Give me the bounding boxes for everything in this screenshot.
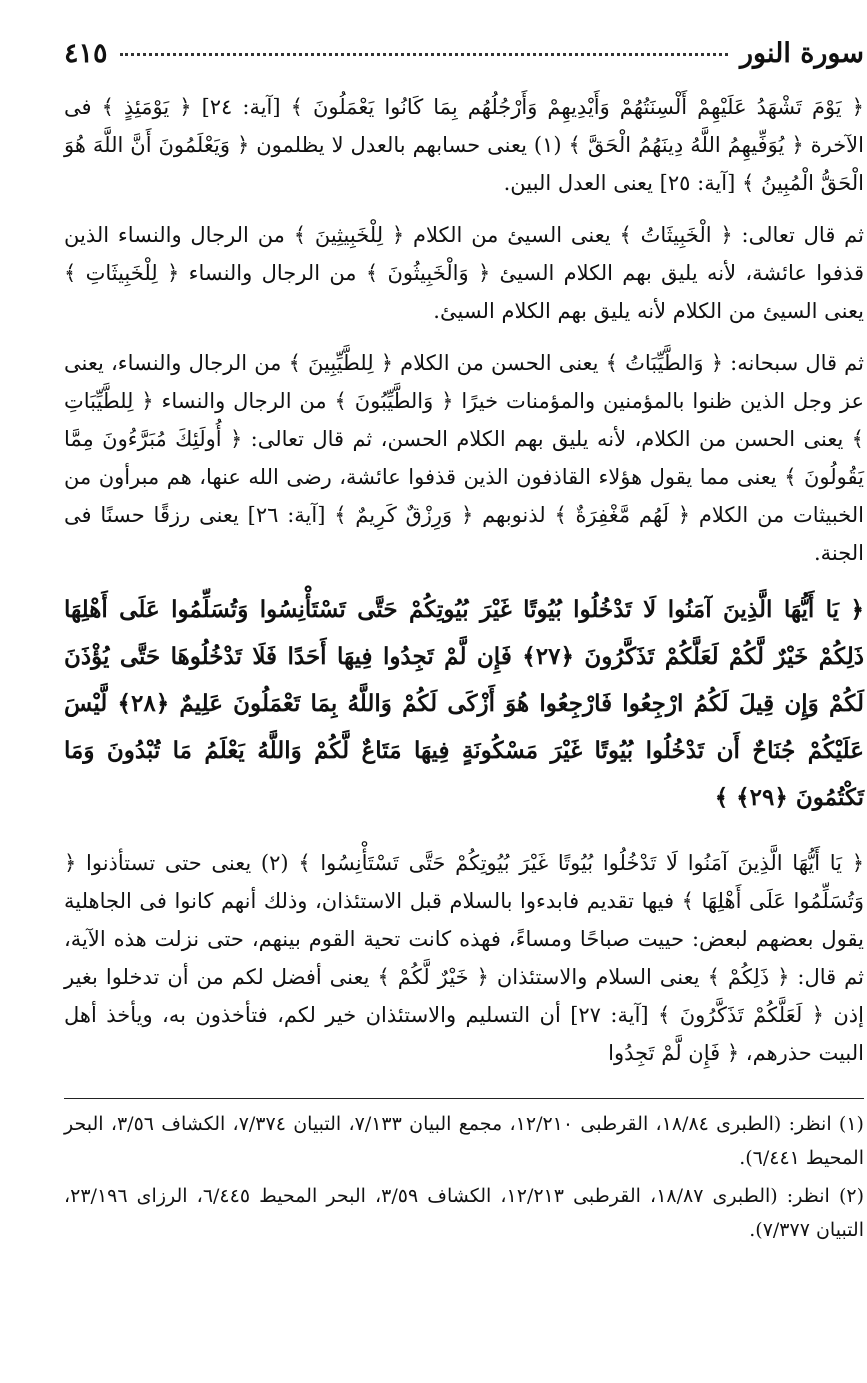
commentary-paragraph-1: ﴿ يَوْمَ تَشْهَدُ عَلَيْهِمْ أَلْسِنَتُهُمْ وَأَيْدِيهِمْ وَأَرْجُلُهُم بِمَا كَانُوا يَعْمَلُونَ ﴾ [آية: ٢٤] ﴿ يَوْمَئِذٍ ﴾ فى الآخرة ﴿ يُوَفِّيهِمُ اللَّهُ دِينَهُمُ الْحَقَّ ﴾ (١) يعنى حسابهم بالعدل لا يظلمون ﴿ وَيَعْلَمُونَ أَنَّ اللَّهَ هُوَ الْحَقُّ الْمُبِينُ ﴾ [آية: ٢٥] يعنى العدل البين. — [64, 95, 864, 195]
header-dotted-leader — [120, 52, 728, 56]
document-page — [64, 38, 864, 1247]
surah-title: سورة النور — [739, 38, 864, 69]
page-header — [64, 38, 864, 78]
commentary-paragraph-4: ﴿ يَا أَيُّهَا الَّذِينَ آمَنُوا لَا تَدْخُلُوا بُيُوتًا غَيْرَ بُيُوتِكُمْ حَتَّى تَسْتَأْنِسُوا ﴾ (٢) يعنى حتى تستأذنوا ﴿ وَتُسَلِّمُوا عَلَى أَهْلِهَا ﴾ فيها تقديم فابدءوا بالسلام قبل الاستئذان، وذلك أنهم كانوا فى الجاهلية يقول بعضهم لبعض: حييت صباحًا ومساءً، فهذه كانت تحية القوم بينهم، حتى نزلت هذه الآية، ثم قال: ﴿ ذَلِكُمْ ﴾ يعنى السلام والاستئذان ﴿ خَيْرٌ لَّكُمْ ﴾ يعنى أفضل لكم من أن تدخلوا بغير إذن ﴿ لَعَلَّكُمْ تَذَكَّرُونَ ﴾ [آية: ٢٧] أن التسليم والاستئذان خير لكم، فتأخذون به، ويأخذ أهل البيت حذرهم، ﴿ فَإِن لَّمْ تَجِدُوا — [64, 851, 865, 1065]
commentary-paragraph-2: ثم قال تعالى: ﴿ الْخَبِيثَاتُ ﴾ يعنى السيئ من الكلام ﴿ لِلْخَبِيثِينَ ﴾ من الرجال والنساء الذين قذفوا عائشة، لأنه يليق بهم الكلام السيئ ﴿ وَالْخَبِيثُونَ ﴾ من الرجال والنساء ﴿ لِلْخَبِيثَاتِ ﴾ يعنى السيئ من الكلام لأنه يليق بهم الكلام السيئ. — [64, 223, 864, 323]
page-number: ٤١٥ — [64, 38, 108, 69]
footnote-separator — [64, 1098, 864, 1099]
commentary-paragraph-3: ثم قال سبحانه: ﴿ وَالطَّيِّبَاتُ ﴾ يعنى الحسن من الكلام ﴿ لِلطَّيِّبِينَ ﴾ من الرجال والنساء، يعنى عز وجل الذين ظنوا بالمؤمنين والمؤمنات خيرًا ﴿ وَالطَّيِّبُونَ ﴾ من الرجال والنساء ﴿ لِلطَّيِّبَاتِ ﴾ يعنى الحسن من الكلام، لأنه يليق بهم الكلام الحسن، ثم قال تعالى: ﴿ أُولَئِكَ مُبَرَّءُونَ مِمَّا يَقُولُونَ ﴾ يعنى مما يقول هؤلاء القاذفون الذين قذفوا عائشة، رضى الله عنها، هم مبرأون من الخبيثات من الكلام ﴿ لَهُم مَّغْفِرَةٌ ﴾ لذنوبهم ﴿ وَرِزْقٌ كَرِيمٌ ﴾ [آية: ٢٦] يعنى رزقًا حسنًا فى الجنة. — [64, 351, 864, 565]
footnote-2: (٢) انظر: (الطبرى ١٨/٨٧، القرطبى ١٢/٢١٣، الكشاف ٣/٥٩، البحر المحيط ٦/٤٤٥، الرزاى ٢٣/١٩٦، التبيان ٧/٣٧٧). — [64, 1185, 864, 1241]
quran-verse-block: ﴿ يَا أَيُّهَا الَّذِينَ آمَنُوا لَا تَدْخُلُوا بُيُوتًا غَيْرَ بُيُوتِكُمْ حَتَّى تَسْتَأْنِسُوا وَتُسَلِّمُوا عَلَى أَهْلِهَا ذَلِكُمْ خَيْرٌ لَّكُمْ لَعَلَّكُمْ تَذَكَّرُونَ ﴿٢٧﴾ فَإِن لَّمْ تَجِدُوا فِيهَا أَحَدًا فَلَا تَدْخُلُوهَا حَتَّى يُؤْذَنَ لَكُمْ وَإِن قِيلَ لَكُمُ ارْجِعُوا فَارْجِعُوا هُوَ أَزْكَى لَكُمْ وَاللَّهُ بِمَا تَعْمَلُونَ عَلِيمٌ ﴿٢٨﴾ لَّيْسَ عَلَيْكُمْ جُنَاحٌ أَن تَدْخُلُوا بُيُوتًا غَيْرَ مَسْكُونَةٍ فِيهَا مَتَاعٌ لَّكُمْ وَاللَّهُ يَعْلَمُ مَا تُبْدُونَ وَمَا تَكْتُمُونَ ﴿٢٩﴾ ﴾ — [64, 596, 864, 811]
footnote-1: (١) انظر: (الطبرى ١٨/٨٤، القرطبى ١٢/٢١٠، مجمع البيان ٧/١٣٣، التبيان ٧/٣٧٤، الكشاف ٣/٥٦، البحر المحيط ٦/٤٤١). — [64, 1113, 864, 1169]
